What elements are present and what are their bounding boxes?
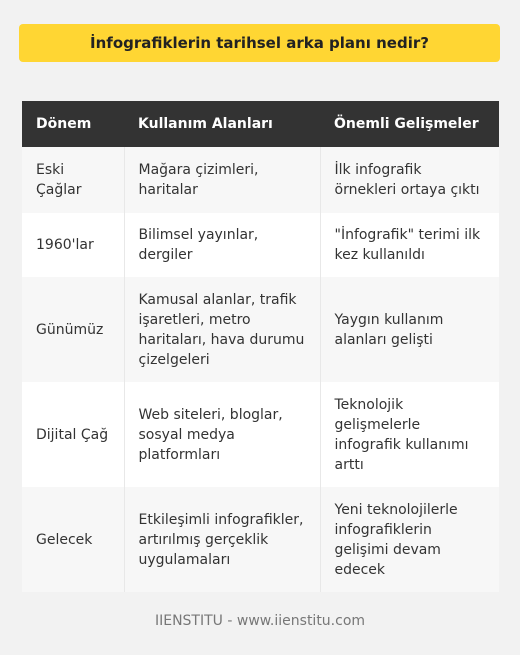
cell-period: 1960'lar xyxy=(22,213,124,277)
cell-usage: Etkileşimli infografikler, artırılmış gerçeklik uygulamaları xyxy=(124,487,320,592)
title-banner xyxy=(19,24,500,62)
header-developments: Önemli Gelişmeler xyxy=(320,101,499,147)
cell-development: Yaygın kullanım alanları gelişti xyxy=(320,277,499,382)
cell-usage: Bilimsel yayınlar, dergiler xyxy=(124,213,320,277)
table-row xyxy=(22,147,499,213)
cell-period: Gelecek xyxy=(22,487,124,592)
history-table xyxy=(22,101,499,592)
cell-usage: Kamusal alanlar, trafik işaretleri, metro haritaları, hava durumu çizelgeleri xyxy=(124,277,320,382)
cell-development: "İnfografik" terimi ilk kez kullanıldı xyxy=(320,213,499,277)
cell-usage: Web siteleri, bloglar, sosyal medya platformları xyxy=(124,382,320,487)
table-row xyxy=(22,277,499,382)
cell-development: İlk infografik örnekleri ortaya çıktı xyxy=(320,147,499,213)
table-row xyxy=(22,213,499,277)
header-period: Dönem xyxy=(22,101,124,147)
cell-usage: Mağara çizimleri, haritalar xyxy=(124,147,320,213)
cell-period: Eski Çağlar xyxy=(22,147,124,213)
cell-period: Günümüz xyxy=(22,277,124,382)
header-usage-areas: Kullanım Alanları xyxy=(124,101,320,147)
table-row xyxy=(22,382,499,487)
cell-development: Yeni teknolojilerle infografiklerin gelişimi devam edecek xyxy=(320,487,499,592)
footer-credit: IIENSTITU - www.iienstitu.com xyxy=(154,613,366,629)
table-row xyxy=(22,487,499,592)
cell-development: Teknolojik gelişmelerle infografik kullanımı arttı xyxy=(320,382,499,487)
table-header-row xyxy=(22,101,499,147)
cell-period: Dijital Çağ xyxy=(22,382,124,487)
page-title: İnfografiklerin tarihsel arka planı nedir? xyxy=(90,34,429,52)
